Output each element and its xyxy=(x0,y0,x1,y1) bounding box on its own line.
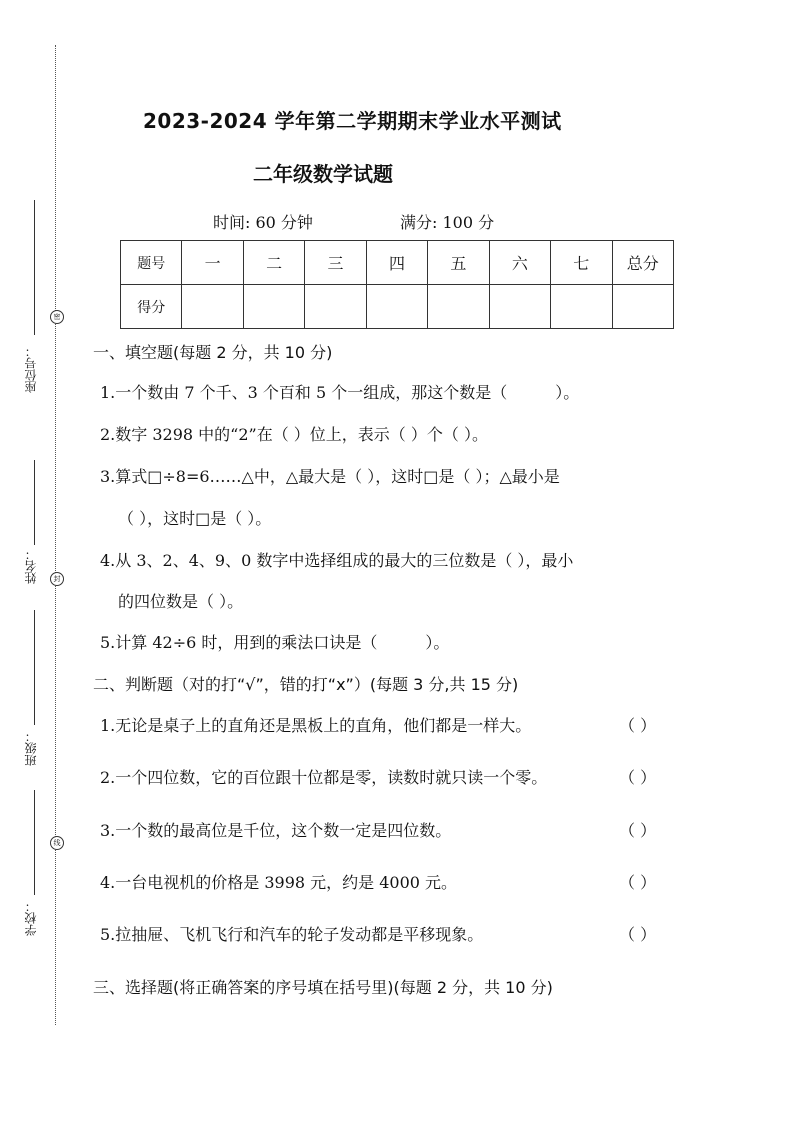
seal-feng: 封 xyxy=(50,572,64,586)
score-col-total: 总分 xyxy=(612,241,674,285)
s2-question-5: 5.拉抽屉、飞机飞行和汽车的轮子发动都是平移现象。 xyxy=(100,925,484,944)
seal-xian: 线 xyxy=(50,836,64,850)
class-label: 班级： xyxy=(24,730,38,766)
score-cell-total[interactable] xyxy=(612,285,674,329)
score-cell-7[interactable] xyxy=(551,285,612,329)
exam-title: 2023-2024 学年第二学期期末学业水平测试 xyxy=(143,109,562,133)
exam-full-score: 满分: 100 分 xyxy=(400,213,495,232)
seat-number-label: 座位号： xyxy=(24,345,38,393)
school-label: 学校： xyxy=(24,900,38,936)
s2-question-1: 1.无论是桌子上的直角还是黑板上的直角，他们都是一样大。 xyxy=(100,716,532,735)
score-col-5: 五 xyxy=(428,241,489,285)
score-col-6: 六 xyxy=(489,241,550,285)
class-rule xyxy=(34,610,35,725)
section2-heading: 二、判断题（对的打“√”，错的打“x”）(每题 3 分,共 15 分) xyxy=(93,675,519,694)
s2-question-2: 2.一个四位数，它的百位跟十位都是零，读数时就只读一个零。 xyxy=(100,768,548,787)
score-table-row2-label: 得分 xyxy=(121,285,182,329)
score-table-header-row xyxy=(121,241,674,285)
s1-question-1: 1.一个数由 7 个千、3 个百和 5 个一组成，那这个数是（ ）。 xyxy=(100,383,580,402)
score-col-2: 二 xyxy=(243,241,304,285)
score-col-1: 一 xyxy=(182,241,243,285)
score-table-score-row xyxy=(121,285,674,329)
score-cell-1[interactable] xyxy=(182,285,243,329)
s2-answer-3[interactable]: （ ） xyxy=(619,821,657,840)
s2-question-3: 3.一个数的最高位是千位，这个数一定是四位数。 xyxy=(100,821,452,840)
section3-heading: 三、选择题(将正确答案的序号填在括号里)(每题 2 分，共 10 分) xyxy=(93,978,553,997)
school-rule xyxy=(34,790,35,895)
score-table-row1-label: 题号 xyxy=(121,241,182,285)
s1-question-5: 5.计算 42÷6 时，用到的乘法口诀是（ ）。 xyxy=(100,633,450,652)
score-col-7: 七 xyxy=(551,241,612,285)
section1-heading: 一、填空题(每题 2 分，共 10 分) xyxy=(93,343,333,362)
score-cell-5[interactable] xyxy=(428,285,489,329)
score-table xyxy=(120,240,674,329)
score-col-3: 三 xyxy=(305,241,366,285)
s1-question-4-cont: 的四位数是（ ）。 xyxy=(118,592,244,611)
s1-question-4: 4.从 3、2、4、9、0 数字中选择组成的最大的三位数是（ ），最小 xyxy=(100,551,574,570)
s1-question-3: 3.算式□÷8=6……△中，△最大是（ ），这时□是（ ）；△最小是 xyxy=(100,467,560,486)
s2-answer-1[interactable]: （ ） xyxy=(619,716,657,735)
binding-margin xyxy=(0,0,80,1123)
s2-answer-4[interactable]: （ ） xyxy=(619,873,657,892)
seat-rule xyxy=(34,200,35,335)
score-col-4: 四 xyxy=(366,241,427,285)
name-label: 姓名： xyxy=(24,548,38,584)
score-cell-4[interactable] xyxy=(366,285,427,329)
binding-dotted-line xyxy=(55,45,56,1025)
s1-question-2: 2.数字 3298 中的“2”在（ ）位上，表示（ ）个（ ）。 xyxy=(100,425,488,444)
s2-question-4: 4.一台电视机的价格是 3998 元，约是 4000 元。 xyxy=(100,873,458,892)
exam-subtitle: 二年级数学试题 xyxy=(253,162,393,186)
score-cell-3[interactable] xyxy=(305,285,366,329)
name-rule xyxy=(34,460,35,545)
exam-time: 时间: 60 分钟 xyxy=(213,213,313,232)
s2-answer-2[interactable]: （ ） xyxy=(619,768,657,787)
seal-mi: 密 xyxy=(50,310,64,324)
s1-question-3-cont: （ ），这时□是（ ）。 xyxy=(118,509,272,528)
s2-answer-5[interactable]: （ ） xyxy=(619,925,657,944)
score-cell-2[interactable] xyxy=(243,285,304,329)
score-cell-6[interactable] xyxy=(489,285,550,329)
